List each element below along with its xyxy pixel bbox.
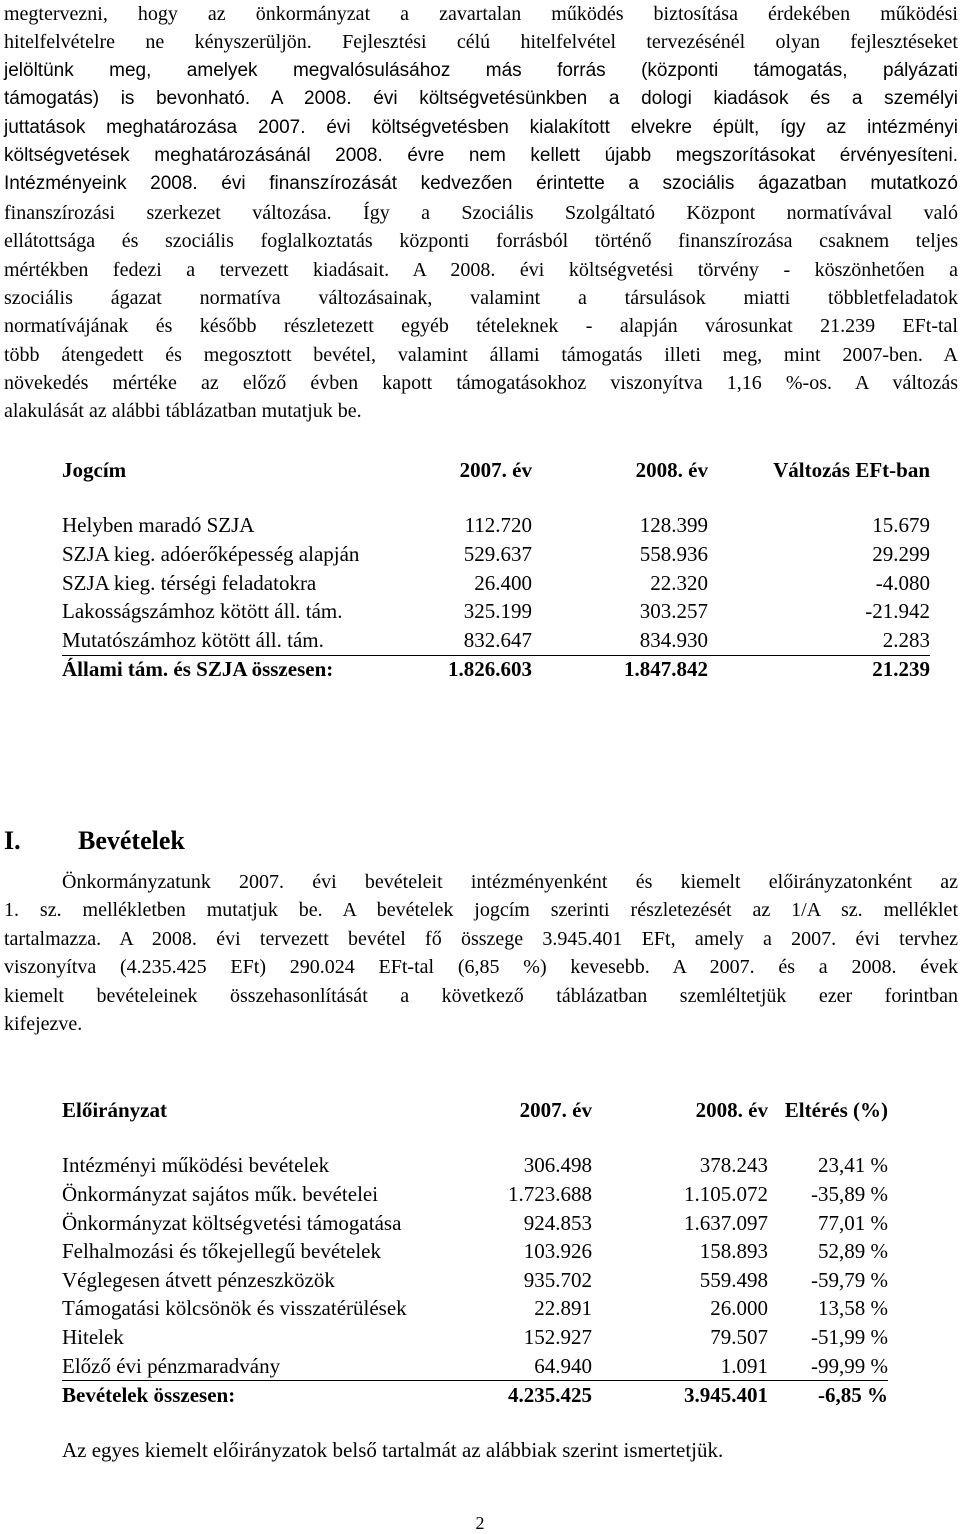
column-header: Előirányzat [62,1097,167,1122]
table-cell: -51,99 % [811,1324,888,1349]
text-line: ellátottsága és szociális foglalkoztatás központi forrásból történő finanszírozása csaknem teljes [4,230,958,253]
table-cell: 303.257 [639,599,708,624]
table-cell: 79.507 [710,1324,768,1349]
table-row [62,1237,888,1266]
table-cell: Lakosságszámhoz kötött áll. tám. [62,599,343,624]
table-cell: -21.942 [865,599,930,624]
table-cell: Állami tám. és SZJA összesen: [62,657,334,682]
table-cell: SZJA kieg. adóerőképesség alapján [62,541,360,566]
column-header: 2007. év [519,1097,592,1122]
table-cell: 158.893 [699,1239,768,1264]
text-line: növekedés mértéke az előző évben kapott támogatásokhoz viszonyítva 1,16 %-os. A változás [4,372,958,395]
table-cell: 834.930 [532,626,708,655]
table-total-row [62,1381,888,1410]
text-line: több átengedett és megosztott bevétel, valamint állami támogatás illeti meg, mint 2007-ben. A [4,343,958,366]
table-cell: 1.847.842 [624,657,708,682]
table-cell: 103.926 [523,1239,592,1264]
table-cell: Intézményi működési bevételek [62,1153,330,1178]
text-line: mértékben fedezi a tervezett kiadásait. A 2008. évi költségvetési törvény - köszönhetően a [4,258,958,281]
table-cell: Helyben maradó SZJA [62,513,255,538]
table-cell: 22.320 [650,570,708,595]
table-cell: 1.105.072 [684,1181,768,1206]
table-cell: 29.299 [872,541,930,566]
table-cell: Bevételek összesen: [62,1383,236,1408]
table-cell: -4.080 [875,570,930,595]
table-cell: 77,01 % [818,1210,888,1235]
table-cell: 1.723.688 [508,1181,592,1206]
table-row [62,512,930,541]
table-cell: 22.891 [534,1296,592,1321]
table-cell: 832.647 [420,626,532,655]
table-cell: 1.826.603 [448,657,532,682]
revenue-paragraph [4,868,958,1038]
section-number: I. [4,826,21,855]
table-cell: 378.243 [699,1153,768,1178]
text-line: kifejezve. [4,1012,83,1035]
table-cell: Önkormányzat sajátos műk. bevételei [62,1181,379,1206]
table-cell: 23,41 % [818,1153,888,1178]
column-header: Eltérés (%) [784,1097,888,1122]
table-cell: Előző évi pénzmaradvány [62,1352,478,1381]
table-cell: 128.399 [639,513,708,538]
table-row [62,1152,888,1181]
page-number: 2 [475,1513,485,1533]
column-header: Jogcím [62,457,127,482]
text-line: Önkormányzatunk 2007. évi bevételeit intézményenként és kiemelt előirányzatonként az [62,871,958,893]
section-title: Bevételek [78,826,185,855]
table-cell: 52,89 % [818,1239,888,1264]
table-row [62,540,930,569]
table-cell: 3.945.401 [684,1383,768,1408]
table-row [62,1323,888,1352]
table-cell: 935.702 [523,1267,592,1292]
text-line: megtervezni, hogy az önkormányzat a zavartalan működés biztosítása érdekében működési [4,3,958,25]
table-cell: 2.283 [708,626,930,655]
table-cell: Mutatószámhoz kötött áll. tám. [62,626,420,655]
text-line: Intézményeink 2008. évi finanszírozását kedvezően érintette a szociális ágazatban mutatkozó [4,173,958,195]
table-cell: 152.927 [523,1324,592,1349]
table-cell: 529.637 [463,541,532,566]
table-cell: 559.498 [699,1267,768,1292]
table-cell: 4.235.425 [508,1383,592,1408]
text-line: viszonyítva (4.235.425 EFt) 290.024 EFt-tal (6,85 %) kevesebb. A 2007. és a 2008. évek [4,956,958,979]
text-line: juttatások meghatározása 2007. évi költségvetésben kialakított elvekre épült, így az intézményi [4,116,958,138]
table-cell: 26.400 [474,570,532,595]
table-row [62,1266,888,1295]
table-cell: Támogatási kölcsönök és visszatérülések [62,1296,407,1321]
table-row [62,1209,888,1238]
table-row [62,1180,888,1209]
text-line: kiemelt bevételeinek összehasonlítását a következő táblázatban szemléltetjük ezer forintban [4,984,958,1007]
text-line: jelöltünk meg, amelyek megvalósulásához más forrás (központi támogatás, pályázati [4,59,958,81]
table-header-row [62,456,930,485]
column-header: 2007. év [459,457,532,482]
table-row [62,626,930,655]
table-cell: -59,79 % [811,1267,888,1292]
text-line: hitelfelvételre ne kényszerüljön. Fejlesztési célú hitelfelvétel tervezésénél olyan fejlesztéseket [4,31,958,54]
table-cell: Önkormányzat költségvetési támogatása [62,1210,402,1235]
table-cell: 558.936 [639,541,708,566]
table-cell: -6,85 % [818,1383,888,1408]
text-line: szociális ágazat normatíva változásainak, valamint a társulások miatti többletfeladatok [4,286,958,309]
table-cell: 112.720 [464,513,532,538]
table-cell: Felhalmozási és tőkejellegű bevételek [62,1239,381,1264]
table-cell: 26.000 [710,1296,768,1321]
table-spacer [62,485,930,512]
column-header: 2008. év [695,1097,768,1122]
table-row [62,597,930,626]
table-cell: 64.940 [478,1352,592,1381]
table-cell: 1.637.097 [684,1210,768,1235]
table-spacer [62,1125,888,1152]
table-cell: 15.679 [872,513,930,538]
table-cell: 13,58 % [818,1296,888,1321]
table-cell: -99,99 % [768,1352,888,1381]
text-line: támogatás) is bevonható. A 2008. évi költségvetésünkben a dologi kiadások és a személyi [4,88,958,110]
table-cell: 1.091 [592,1352,768,1381]
table-cell: 924.853 [523,1210,592,1235]
table-header-row [62,1096,888,1125]
table-cell: 306.498 [523,1153,592,1178]
text-line: finanszírozási szerkezet változása. Így a Szociális Szolgáltató Központ normatívával való [4,201,958,224]
column-header: Változás EFt-ban [773,457,930,482]
table-row [62,1295,888,1324]
grants-table [62,456,930,684]
closing-sentence: Az egyes kiemelt előirányzatok belső tartalmát az alábbiak szerint ismertetjük. [62,1438,724,1462]
text-line: 1. sz. mellékletben mutatjuk be. A bevételek jogcím szerinti részletezését az 1/A sz. melléklet [4,899,958,922]
section-heading [4,826,185,856]
table-cell: 325.199 [463,599,532,624]
table-row [62,569,930,598]
table-cell: Véglegesen átvett pénzeszközök [62,1267,335,1292]
table-row [62,1352,888,1381]
table-total-row [62,655,930,684]
revenue-table [62,1096,888,1410]
table-cell: SZJA kieg. térségi feladatokra [62,570,317,595]
table-cell: -35,89 % [811,1181,888,1206]
table-cell: 21.239 [872,657,930,682]
text-line: tartalmazza. A 2008. évi tervezett bevétel fő összege 3.945.401 EFt, amely a 2007. évi tervhez [4,927,958,950]
text-line: alakulását az alábbi táblázatban mutatjuk be. [4,400,362,423]
text-line: költségvetések meghatározásánál 2008. évre nem kellett újabb megszorításokat érvényesíteni. [4,144,958,166]
table-cell: Hitelek [62,1324,124,1349]
column-header: 2008. év [635,457,708,482]
intro-paragraph [4,0,958,426]
text-line: normatívájának és később részletezett egyéb tételeknek - alapján városunkat 21.239 EFt-tal [4,315,958,338]
